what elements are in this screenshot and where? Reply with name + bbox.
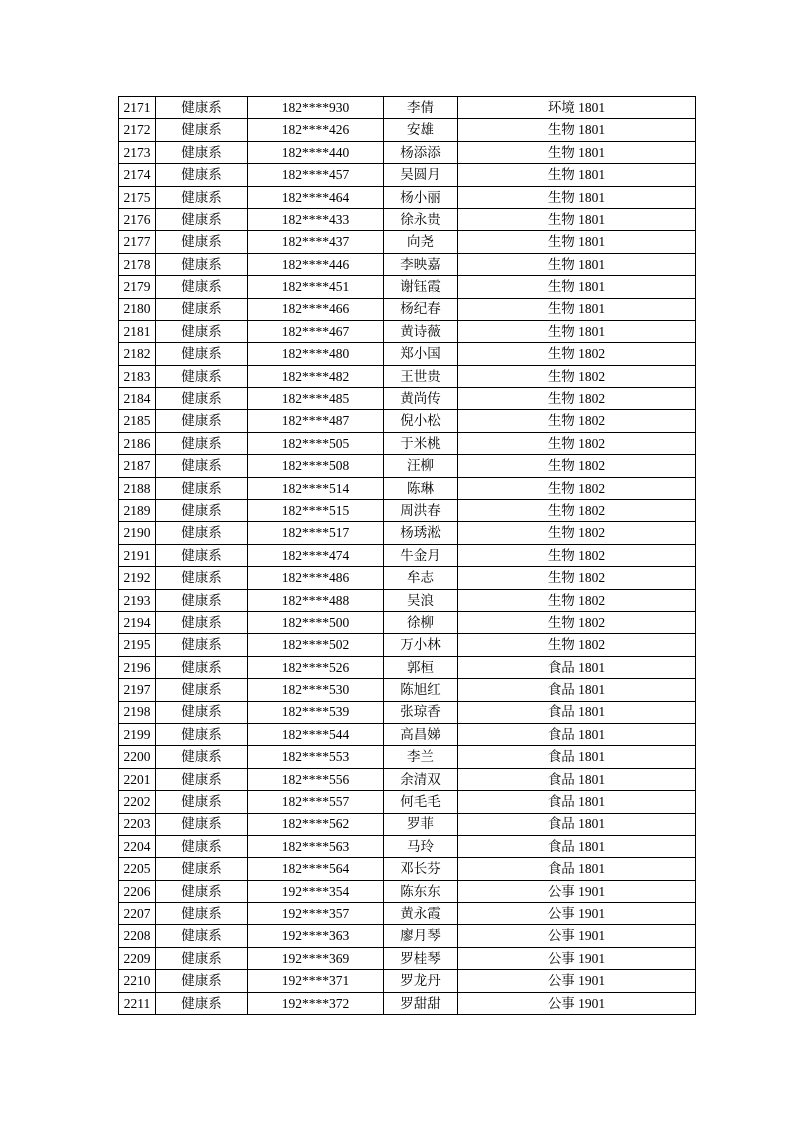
cell-phone: 182****433 (248, 208, 384, 230)
cell-index: 2181 (119, 320, 156, 342)
cell-department: 健康系 (156, 679, 248, 701)
cell-index: 2204 (119, 835, 156, 857)
cell-department: 健康系 (156, 164, 248, 186)
cell-phone: 182****505 (248, 432, 384, 454)
cell-name: 周洪春 (384, 500, 458, 522)
cell-index: 2171 (119, 97, 156, 119)
table-row (119, 164, 696, 186)
cell-phone: 182****530 (248, 679, 384, 701)
table-row (119, 813, 696, 835)
cell-name: 吴浪 (384, 589, 458, 611)
cell-department: 健康系 (156, 343, 248, 365)
cell-class: 生物 1802 (458, 455, 696, 477)
cell-department: 健康系 (156, 320, 248, 342)
cell-index: 2191 (119, 544, 156, 566)
cell-phone: 182****487 (248, 410, 384, 432)
cell-name: 牛金月 (384, 544, 458, 566)
cell-class: 生物 1802 (458, 522, 696, 544)
table-row (119, 343, 696, 365)
cell-class: 生物 1802 (458, 388, 696, 410)
cell-phone: 192****369 (248, 947, 384, 969)
cell-class: 生物 1801 (458, 320, 696, 342)
cell-name: 张琼香 (384, 701, 458, 723)
cell-phone: 182****517 (248, 522, 384, 544)
cell-department: 健康系 (156, 522, 248, 544)
cell-class: 食品 1801 (458, 791, 696, 813)
cell-class: 生物 1801 (458, 119, 696, 141)
cell-department: 健康系 (156, 858, 248, 880)
cell-phone: 182****426 (248, 119, 384, 141)
cell-class: 生物 1802 (458, 611, 696, 633)
cell-name: 邓长芬 (384, 858, 458, 880)
cell-department: 健康系 (156, 634, 248, 656)
cell-name: 杨琇淞 (384, 522, 458, 544)
cell-index: 2187 (119, 455, 156, 477)
cell-index: 2205 (119, 858, 156, 880)
cell-phone: 182****515 (248, 500, 384, 522)
cell-department: 健康系 (156, 119, 248, 141)
table-row (119, 947, 696, 969)
cell-index: 2195 (119, 634, 156, 656)
cell-index: 2211 (119, 992, 156, 1014)
cell-name: 陈旭红 (384, 679, 458, 701)
cell-class: 生物 1802 (458, 343, 696, 365)
cell-department: 健康系 (156, 231, 248, 253)
table-row (119, 365, 696, 387)
table-row (119, 679, 696, 701)
cell-class: 生物 1802 (458, 634, 696, 656)
table-row (119, 791, 696, 813)
cell-department: 健康系 (156, 589, 248, 611)
table-row (119, 723, 696, 745)
cell-phone: 192****372 (248, 992, 384, 1014)
cell-name: 陈东东 (384, 880, 458, 902)
cell-index: 2180 (119, 298, 156, 320)
table-row (119, 701, 696, 723)
table-row (119, 276, 696, 298)
cell-phone: 182****451 (248, 276, 384, 298)
cell-name: 李映嘉 (384, 253, 458, 275)
table-row (119, 992, 696, 1014)
cell-class: 环境 1801 (458, 97, 696, 119)
cell-class: 生物 1801 (458, 298, 696, 320)
cell-phone: 182****446 (248, 253, 384, 275)
cell-index: 2188 (119, 477, 156, 499)
table-row (119, 119, 696, 141)
cell-name: 吴圆月 (384, 164, 458, 186)
table-row (119, 432, 696, 454)
cell-phone: 182****486 (248, 567, 384, 589)
cell-name: 向尧 (384, 231, 458, 253)
cell-name: 李倩 (384, 97, 458, 119)
cell-index: 2175 (119, 186, 156, 208)
table-row (119, 768, 696, 790)
cell-class: 生物 1801 (458, 231, 696, 253)
roster-table (118, 96, 696, 1015)
cell-phone: 182****539 (248, 701, 384, 723)
cell-index: 2202 (119, 791, 156, 813)
cell-index: 2208 (119, 925, 156, 947)
table-row (119, 97, 696, 119)
cell-index: 2194 (119, 611, 156, 633)
cell-name: 罗桂琴 (384, 947, 458, 969)
cell-name: 黄诗薇 (384, 320, 458, 342)
cell-index: 2173 (119, 141, 156, 163)
cell-index: 2192 (119, 567, 156, 589)
table-row (119, 455, 696, 477)
table-row (119, 522, 696, 544)
cell-department: 健康系 (156, 365, 248, 387)
roster-table-body (119, 97, 696, 1015)
cell-department: 健康系 (156, 253, 248, 275)
cell-class: 生物 1802 (458, 477, 696, 499)
cell-department: 健康系 (156, 947, 248, 969)
cell-name: 谢钰霞 (384, 276, 458, 298)
cell-phone: 182****930 (248, 97, 384, 119)
cell-phone: 182****564 (248, 858, 384, 880)
cell-index: 2203 (119, 813, 156, 835)
cell-department: 健康系 (156, 455, 248, 477)
cell-index: 2198 (119, 701, 156, 723)
cell-phone: 182****563 (248, 835, 384, 857)
cell-class: 食品 1801 (458, 835, 696, 857)
table-row (119, 298, 696, 320)
cell-name: 黄尚传 (384, 388, 458, 410)
cell-phone: 182****480 (248, 343, 384, 365)
cell-department: 健康系 (156, 925, 248, 947)
cell-class: 食品 1801 (458, 746, 696, 768)
cell-index: 2184 (119, 388, 156, 410)
cell-phone: 192****371 (248, 970, 384, 992)
cell-class: 公事 1901 (458, 970, 696, 992)
table-row (119, 544, 696, 566)
cell-name: 郑小国 (384, 343, 458, 365)
cell-class: 公事 1901 (458, 903, 696, 925)
cell-class: 生物 1802 (458, 567, 696, 589)
cell-phone: 182****457 (248, 164, 384, 186)
cell-name: 陈琳 (384, 477, 458, 499)
cell-name: 王世贵 (384, 365, 458, 387)
table-row (119, 903, 696, 925)
cell-phone: 182****502 (248, 634, 384, 656)
cell-name: 黄永霞 (384, 903, 458, 925)
cell-phone: 182****544 (248, 723, 384, 745)
cell-index: 2186 (119, 432, 156, 454)
cell-name: 倪小松 (384, 410, 458, 432)
table-row (119, 925, 696, 947)
cell-department: 健康系 (156, 544, 248, 566)
cell-department: 健康系 (156, 903, 248, 925)
cell-name: 罗甜甜 (384, 992, 458, 1014)
cell-name: 徐柳 (384, 611, 458, 633)
cell-index: 2174 (119, 164, 156, 186)
cell-class: 食品 1801 (458, 768, 696, 790)
cell-class: 食品 1801 (458, 679, 696, 701)
cell-name: 牟志 (384, 567, 458, 589)
cell-class: 生物 1801 (458, 164, 696, 186)
table-row (119, 835, 696, 857)
cell-index: 2199 (119, 723, 156, 745)
cell-department: 健康系 (156, 746, 248, 768)
table-row (119, 970, 696, 992)
cell-index: 2197 (119, 679, 156, 701)
cell-phone: 182****466 (248, 298, 384, 320)
cell-name: 汪柳 (384, 455, 458, 477)
cell-class: 公事 1901 (458, 947, 696, 969)
cell-department: 健康系 (156, 723, 248, 745)
cell-name: 安雄 (384, 119, 458, 141)
cell-department: 健康系 (156, 611, 248, 633)
cell-class: 生物 1801 (458, 141, 696, 163)
cell-phone: 182****488 (248, 589, 384, 611)
cell-department: 健康系 (156, 768, 248, 790)
table-row (119, 410, 696, 432)
cell-name: 马玲 (384, 835, 458, 857)
cell-department: 健康系 (156, 97, 248, 119)
cell-class: 生物 1802 (458, 544, 696, 566)
cell-department: 健康系 (156, 656, 248, 678)
cell-department: 健康系 (156, 880, 248, 902)
cell-name: 罗龙丹 (384, 970, 458, 992)
table-row (119, 141, 696, 163)
cell-department: 健康系 (156, 388, 248, 410)
cell-department: 健康系 (156, 141, 248, 163)
cell-name: 高昌娣 (384, 723, 458, 745)
cell-class: 生物 1801 (458, 276, 696, 298)
cell-index: 2182 (119, 343, 156, 365)
table-row (119, 611, 696, 633)
cell-department: 健康系 (156, 992, 248, 1014)
cell-name: 徐永贵 (384, 208, 458, 230)
cell-class: 生物 1802 (458, 500, 696, 522)
cell-index: 2201 (119, 768, 156, 790)
cell-name: 杨小丽 (384, 186, 458, 208)
table-row (119, 500, 696, 522)
cell-index: 2209 (119, 947, 156, 969)
cell-phone: 182****474 (248, 544, 384, 566)
cell-department: 健康系 (156, 970, 248, 992)
cell-index: 2207 (119, 903, 156, 925)
cell-department: 健康系 (156, 477, 248, 499)
cell-class: 生物 1801 (458, 208, 696, 230)
cell-name: 廖月琴 (384, 925, 458, 947)
cell-name: 李兰 (384, 746, 458, 768)
cell-class: 生物 1802 (458, 410, 696, 432)
cell-class: 食品 1801 (458, 813, 696, 835)
table-row (119, 231, 696, 253)
cell-class: 生物 1802 (458, 589, 696, 611)
table-row (119, 208, 696, 230)
table-row (119, 320, 696, 342)
cell-department: 健康系 (156, 701, 248, 723)
cell-department: 健康系 (156, 410, 248, 432)
cell-phone: 192****357 (248, 903, 384, 925)
cell-class: 食品 1801 (458, 858, 696, 880)
cell-department: 健康系 (156, 791, 248, 813)
cell-department: 健康系 (156, 500, 248, 522)
cell-class: 食品 1801 (458, 723, 696, 745)
cell-phone: 182****508 (248, 455, 384, 477)
cell-name: 余清双 (384, 768, 458, 790)
cell-phone: 182****514 (248, 477, 384, 499)
table-row (119, 589, 696, 611)
cell-index: 2178 (119, 253, 156, 275)
table-row (119, 880, 696, 902)
cell-index: 2177 (119, 231, 156, 253)
cell-class: 公事 1901 (458, 925, 696, 947)
cell-index: 2190 (119, 522, 156, 544)
table-row (119, 186, 696, 208)
cell-phone: 182****437 (248, 231, 384, 253)
cell-phone: 192****354 (248, 880, 384, 902)
table-row (119, 858, 696, 880)
table-row (119, 253, 696, 275)
table-row (119, 388, 696, 410)
cell-phone: 182****562 (248, 813, 384, 835)
cell-department: 健康系 (156, 186, 248, 208)
cell-phone: 182****556 (248, 768, 384, 790)
cell-index: 2210 (119, 970, 156, 992)
cell-department: 健康系 (156, 567, 248, 589)
cell-name: 杨添添 (384, 141, 458, 163)
table-row (119, 656, 696, 678)
cell-department: 健康系 (156, 276, 248, 298)
cell-index: 2172 (119, 119, 156, 141)
cell-phone: 182****526 (248, 656, 384, 678)
cell-class: 生物 1802 (458, 432, 696, 454)
cell-class: 食品 1801 (458, 701, 696, 723)
table-row (119, 634, 696, 656)
cell-class: 生物 1802 (458, 365, 696, 387)
cell-phone: 182****500 (248, 611, 384, 633)
table-row (119, 477, 696, 499)
cell-index: 2185 (119, 410, 156, 432)
cell-class: 生物 1801 (458, 186, 696, 208)
cell-index: 2179 (119, 276, 156, 298)
cell-class: 公事 1901 (458, 992, 696, 1014)
cell-phone: 182****485 (248, 388, 384, 410)
cell-name: 杨纪春 (384, 298, 458, 320)
cell-name: 罗菲 (384, 813, 458, 835)
cell-index: 2206 (119, 880, 156, 902)
cell-department: 健康系 (156, 298, 248, 320)
cell-department: 健康系 (156, 813, 248, 835)
cell-phone: 182****464 (248, 186, 384, 208)
cell-index: 2196 (119, 656, 156, 678)
cell-name: 何毛毛 (384, 791, 458, 813)
table-row (119, 746, 696, 768)
cell-index: 2183 (119, 365, 156, 387)
cell-phone: 182****440 (248, 141, 384, 163)
cell-phone: 182****557 (248, 791, 384, 813)
cell-department: 健康系 (156, 208, 248, 230)
cell-index: 2176 (119, 208, 156, 230)
cell-phone: 182****553 (248, 746, 384, 768)
cell-department: 健康系 (156, 432, 248, 454)
cell-name: 于米桃 (384, 432, 458, 454)
cell-class: 生物 1801 (458, 253, 696, 275)
cell-phone: 192****363 (248, 925, 384, 947)
cell-class: 公事 1901 (458, 880, 696, 902)
cell-name: 万小林 (384, 634, 458, 656)
cell-index: 2189 (119, 500, 156, 522)
cell-phone: 182****467 (248, 320, 384, 342)
cell-index: 2200 (119, 746, 156, 768)
cell-department: 健康系 (156, 835, 248, 857)
cell-phone: 182****482 (248, 365, 384, 387)
table-row (119, 567, 696, 589)
cell-index: 2193 (119, 589, 156, 611)
cell-class: 食品 1801 (458, 656, 696, 678)
cell-name: 郭桓 (384, 656, 458, 678)
